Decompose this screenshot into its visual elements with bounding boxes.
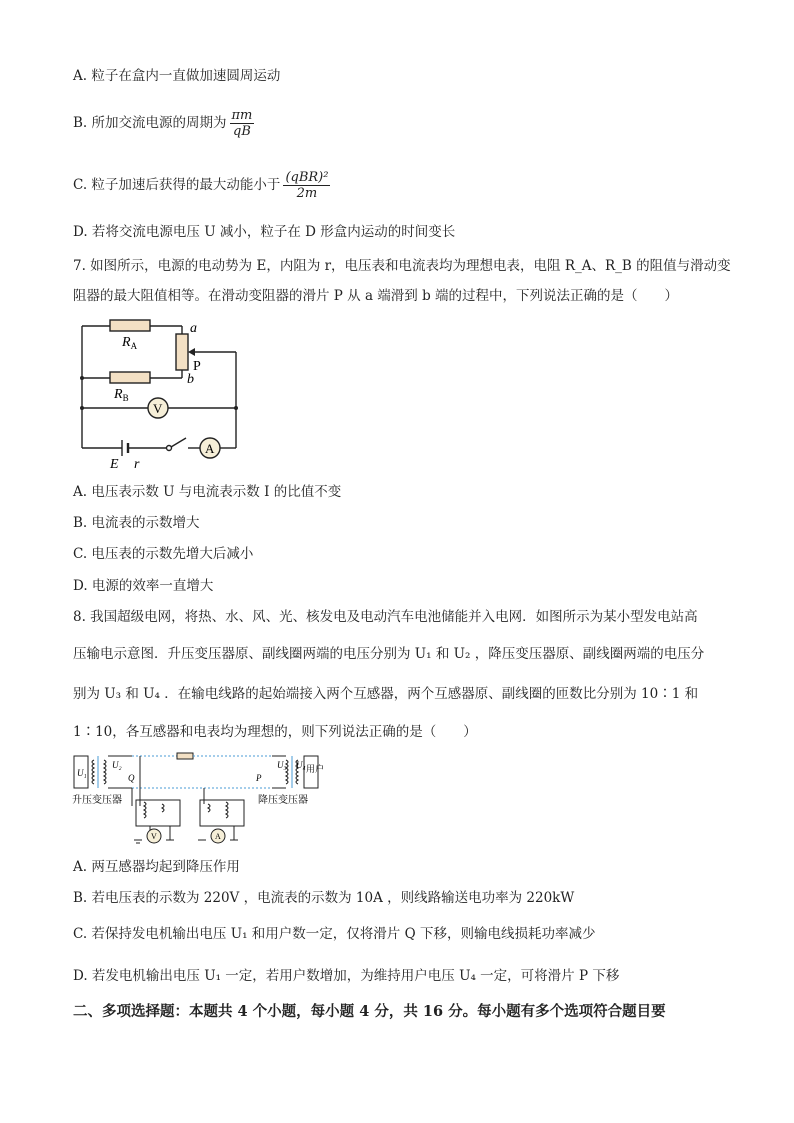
q8-transmission-figure: [72, 748, 325, 850]
label-q: Q: [128, 773, 135, 783]
fraction-qbr-squared-over-2m: $\frac{\text{(qBR)²}}{2m}$: [285, 170, 329, 201]
label-u3: U₃: [277, 760, 287, 770]
q7-option-b: B. 电流表的示数增大: [73, 515, 200, 531]
label-b: b: [187, 372, 194, 387]
label-user: 用户: [306, 764, 325, 774]
label-p: P: [193, 359, 201, 374]
voltmeter-label: V: [153, 401, 163, 416]
q6-option-c: [73, 166, 333, 204]
q7-circuit-figure: [78, 316, 248, 474]
q8-stem-line-3: 别为 U₃ 和 U₄ ．在输电线路的起始端接入两个互感器，两个互感器原、副线圈的匝数比分别为 10∶1 和: [73, 686, 699, 702]
q6-option-b: [73, 106, 257, 140]
ammeter-label: A: [205, 441, 215, 456]
q6-option-d: D. 若将交流电源电压 U 减小，粒子在 D 形盒内运动的时间变长: [73, 224, 456, 240]
label-r: r: [134, 457, 140, 472]
q8-stem-line-4: 1∶10，各互感器和电表均为理想的，则下列说法正确的是（ ）: [73, 724, 477, 740]
voltmeter-label: V: [151, 832, 157, 841]
q6-option-a: A. 粒子在盒内一直做加速圆周运动: [73, 68, 281, 84]
q7-stem-line-1: 7. 如图所示，电源的电动势为 E，内阻为 r，电压表和电流表均为理想电表，电阻 R_A、R_B 的阻值与滑动变: [73, 258, 731, 274]
q8-option-b: B. 若电压表的示数为 220V ，电流表的示数为 10A ，则线路输送电功率为 220kW: [73, 890, 575, 906]
q7-option-d: D. 电源的效率一直增大: [73, 578, 214, 594]
q7-option-a: A. 电压表示数 U 与电流表示数 I 的比值不变: [73, 484, 342, 500]
label-step-down-transformer: 降压变压器: [258, 795, 308, 806]
q7-option-c: C. 电压表的示数先增大后减小: [73, 546, 254, 562]
ammeter-label: A: [215, 832, 221, 841]
label-rb: $R_B$: [114, 387, 129, 403]
q6-option-c-text: C. 粒子加速后获得的最大动能小于: [73, 177, 281, 193]
q6-option-b-text: B. 所加交流电源的周期为: [73, 115, 227, 131]
q8-stem-line-2: 压输电示意图．升压变压器原、副线圈两端的电压分别为 U₁ 和 U₂ ，降压变压器原、副线圈两端的电压分: [73, 646, 705, 662]
label-step-up-transformer: 升压变压器: [72, 795, 122, 806]
q8-option-c: C. 若保持发电机输出电压 U₁ 和用户数一定，仅将滑片 Q 下移，则输电线损耗功率减少: [73, 926, 596, 942]
q8-option-a: A. 两互感器均起到降压作用: [73, 859, 240, 875]
label-a: a: [190, 321, 197, 336]
label-u4: U₄: [296, 760, 306, 770]
section-2-heading: 二、多项选择题：本题共 4 个小题，每小题 4 分，共 16 分。每小题有多个选项符合题目要: [73, 1003, 666, 1020]
label-e: E: [110, 457, 119, 472]
label-u2: U₂: [112, 760, 122, 770]
label-p: P: [256, 773, 262, 783]
fraction-pi-m-over-qb: $\frac{\pi m}{qB}$: [231, 108, 253, 139]
q7-stem-line-2: 阻器的最大阻值相等。在滑动变阻器的滑片 P 从 a 端滑到 b 端的过程中，下列说法正确的是（ ）: [73, 288, 679, 304]
label-ra: $R_A$: [122, 335, 138, 351]
q8-option-d: D. 若发电机输出电压 U₁ 一定，若用户数增加，为维持用户电压 U₄ 一定，可将滑片 P 下移: [73, 968, 620, 984]
q8-stem-line-1: 8. 我国超级电网，将热、水、风、光、核发电及电动汽车电池储能并入电网．如图所示为某小型发电站高: [73, 609, 698, 625]
label-u1: U₁: [77, 768, 87, 778]
